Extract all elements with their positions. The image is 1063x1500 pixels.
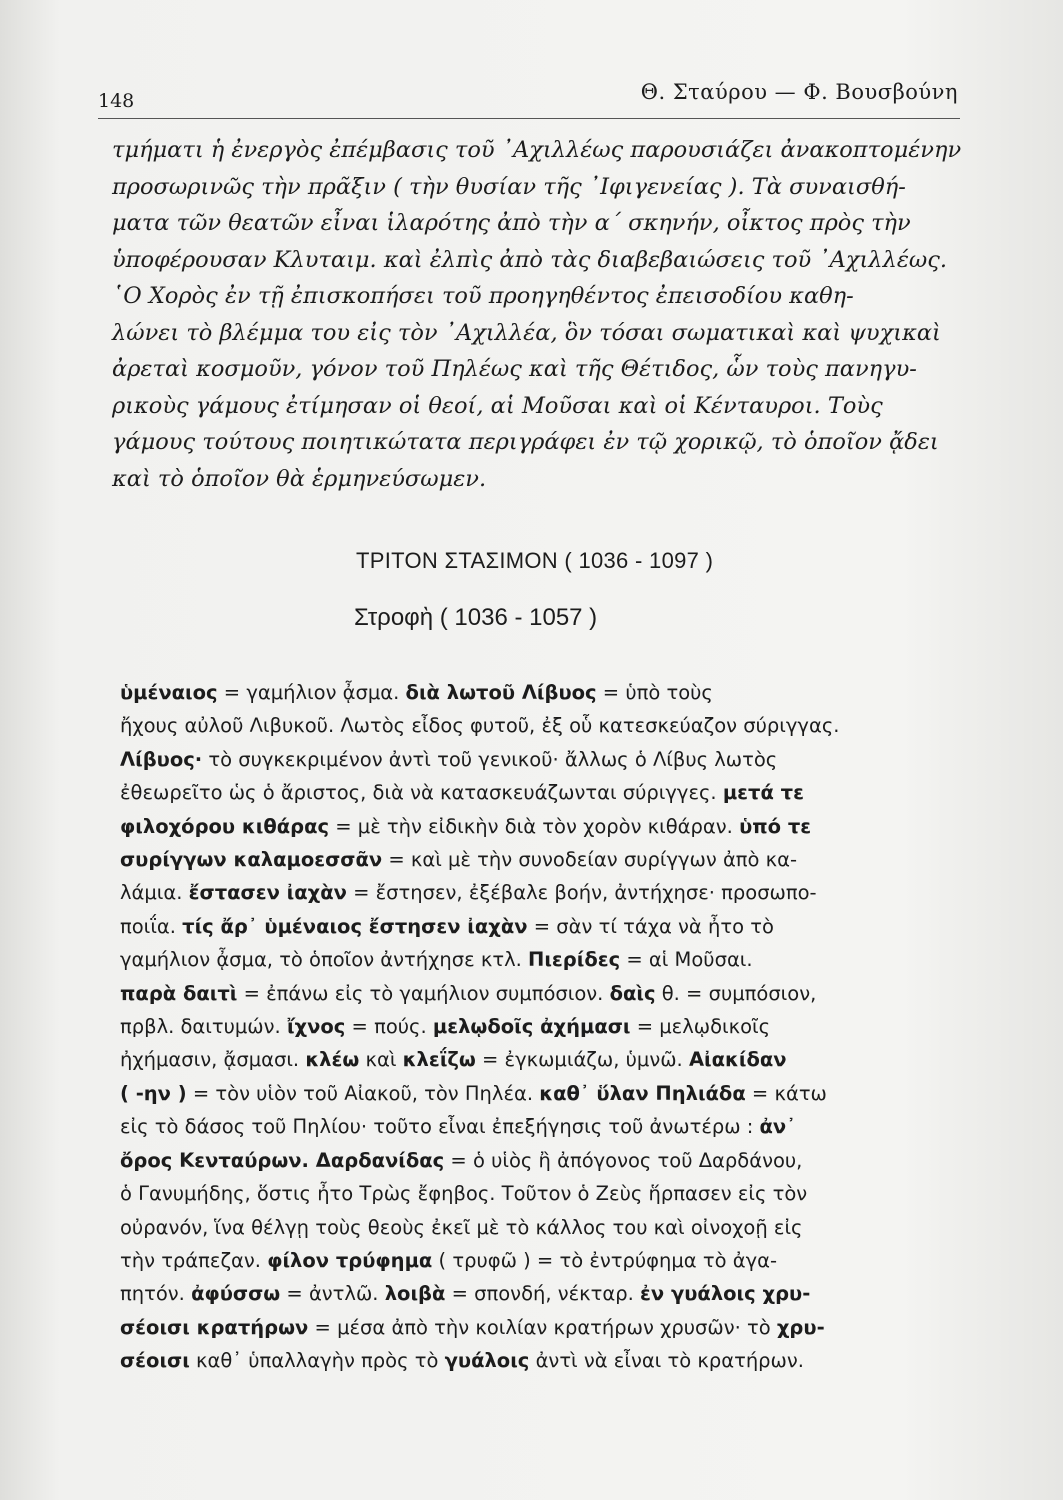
- commentary-line: [120, 1277, 966, 1310]
- gloss-text: = ὁ υἱὸς ἢ ἀπόγονος τοῦ Δαρδάνου,: [444, 1148, 803, 1172]
- intro-paragraph: [112, 132, 962, 497]
- lemma-term: γυάλοις: [444, 1349, 530, 1373]
- commentary-paragraph: [120, 676, 966, 1378]
- lemma-term: χρυ-: [776, 1315, 825, 1339]
- lemma-term: φίλον τρύφημα: [267, 1248, 433, 1272]
- gloss-text: = πούς.: [345, 1015, 433, 1039]
- gloss-text: εἰς τὸ δάσος τοῦ Πηλίου· τοῦτο εἶναι ἐπεξήγησις τοῦ ἀνωτέρω :: [120, 1115, 760, 1139]
- lemma-term: μελῳδοῖς ἀχήμασι: [432, 1015, 631, 1039]
- lemma-term: ἔστασεν ἰαχὰν: [188, 881, 347, 905]
- commentary-line: [120, 1043, 966, 1076]
- gloss-text: τὸ συγκεκριμένον ἀντὶ τοῦ γενικοῦ· ἄλλως ὁ Λίβυς λωτὸς: [202, 747, 778, 771]
- intro-line: ὑποφέρουσαν Κλυταιμ. καὶ ἐλπὶς ἀπὸ τὰς διαβεβαιώσεις τοῦ ᾿Αχιλλέως.: [112, 246, 948, 273]
- gloss-text: λάμια.: [120, 881, 189, 905]
- commentary-line: [120, 843, 966, 876]
- lemma-term: Αἰακίδαν: [688, 1048, 787, 1072]
- lemma-term: καθ᾿ ὕλαν Πηλιάδα: [539, 1081, 746, 1105]
- header-authors: Θ. Σταύρου — Φ. Βουσβούνη: [640, 80, 958, 104]
- gloss-text: = μέσα ἀπὸ τὴν κοιλίαν κρατήρων χρυσῶν· τὸ: [308, 1315, 777, 1339]
- lemma-term: κλέω: [305, 1048, 360, 1072]
- gloss-text: ἠχήμασιν, ᾄσμασι.: [120, 1048, 306, 1072]
- lemma-term: διὰ λωτοῦ Λίβυος: [405, 681, 597, 704]
- lemma-term: κλεΐζω: [402, 1048, 476, 1072]
- gloss-text: = καὶ μὲ τὴν συνοδείαν συρίγγων ἀπὸ κα-: [382, 848, 798, 872]
- lemma-term: συρίγγων καλαμοεσσᾶν: [120, 848, 383, 872]
- commentary-line: [120, 876, 966, 909]
- lemma-term: φιλοχόρου κιθάρας: [120, 814, 330, 838]
- section-title: ΤΡΙΤΟΝ ΣΤΑΣΙΜΟΝ ( 1036 - 1097 ): [356, 548, 714, 573]
- lemma-term: σέοισι κρατήρων: [120, 1315, 309, 1339]
- gloss-text: θ. = συμπόσιον,: [655, 981, 817, 1005]
- intro-line: καὶ τὸ ὁποῖον θὰ ἑρμηνεύσωμεν.: [112, 465, 487, 492]
- gloss-text: = ὑπὸ τοὺς: [596, 681, 713, 704]
- gloss-text: καθ᾿ ὑπαλλαγὴν πρὸς τὸ: [189, 1349, 445, 1373]
- lemma-term: σέοισι: [120, 1349, 190, 1373]
- lemma-term: ἀφύσσω: [191, 1282, 281, 1306]
- gloss-text: ὁ Γανυμήδης, ὅστις ἦτο Τρὼς ἔφηβος. Τοῦτον ὁ Ζεὺς ἥρπασεν εἰς τὸν: [120, 1182, 808, 1206]
- gloss-text: ἤχους αὐλοῦ Λιβυκοῦ. Λωτὸς εἶδος φυτοῦ, ἐξ οὗ κατεσκεύαζον σύριγγας.: [120, 714, 840, 738]
- gloss-text: πρβλ. δαιτυμών.: [120, 1015, 287, 1039]
- gloss-text: πητόν.: [120, 1282, 192, 1306]
- lemma-term: ὑμέναιος: [120, 681, 218, 704]
- gloss-text: = σπονδή, νέκταρ.: [445, 1282, 641, 1306]
- intro-line: ρικοὺς γάμους ἐτίμησαν οἱ θεοί, αἱ Μοῦσαι καὶ οἱ Κένταυροι. Τοὺς: [112, 392, 883, 419]
- gloss-text: = σὰν τί τάχα νὰ ἦτο τὸ: [527, 914, 774, 938]
- commentary-line: [120, 1211, 966, 1244]
- lemma-term: λοιβὰ: [384, 1282, 446, 1306]
- commentary-line: [120, 1077, 966, 1110]
- subsection-title: Στροφὴ ( 1036 - 1057 ): [354, 604, 598, 631]
- gloss-text: καὶ: [359, 1048, 403, 1072]
- intro-line: λώνει τὸ βλέμμα του εἰς τὸν ᾿Αχιλλέα, ὃν τόσαι σωματικαὶ καὶ ψυχικαὶ: [112, 319, 941, 346]
- lemma-term: ἐν γυάλοις χρυ-: [640, 1282, 811, 1306]
- gloss-text: = αἱ Μοῦσαι.: [620, 948, 753, 972]
- commentary-line: [120, 1344, 966, 1377]
- commentary-line: [120, 943, 966, 976]
- commentary-line: [120, 1311, 966, 1344]
- lemma-term: τίς ἄρ᾿ ὑμέναιος ἔστησεν ἰαχὰν: [182, 914, 528, 938]
- commentary-line: [120, 776, 966, 809]
- gloss-text: = μελῳδικοῖς: [630, 1015, 771, 1039]
- commentary-line: [120, 1144, 966, 1177]
- commentary-line: [120, 910, 966, 943]
- commentary-line: [120, 1244, 966, 1277]
- gloss-text: = ἔστησεν, ἐξέβαλε βοήν, ἀντήχησε· προσωπο-: [346, 881, 817, 905]
- gloss-text: = ἀντλῶ.: [280, 1282, 385, 1306]
- header-rule: [98, 118, 960, 119]
- gloss-text: γαμήλιον ᾆσμα, τὸ ὁποῖον ἀντήχησε κτλ.: [120, 948, 529, 972]
- gloss-text: = τὸν υἱὸν τοῦ Αἰακοῦ, τὸν Πηλέα.: [186, 1081, 540, 1105]
- commentary-line: [120, 810, 966, 843]
- intro-line: ματα τῶν θεατῶν εἶναι ἱλαρότης ἀπὸ τὴν α΄ σκηνήν, οἶκτος πρὸς τὴν: [112, 210, 911, 236]
- running-head: [98, 60, 958, 116]
- gloss-text: = ἐπάνω εἰς τὸ γαμήλιον συμπόσιον.: [237, 981, 610, 1005]
- lemma-term: ἀν᾿: [759, 1115, 796, 1139]
- intro-line: τμήματι ἡ ἐνεργὸς ἐπέμβασις τοῦ ᾿Αχιλλέως παρουσιάζει ἀνακοπτομένην: [112, 137, 962, 163]
- commentary-line: [120, 1010, 966, 1043]
- intro-line: ῾Ο Χορὸς ἐν τῇ ἐπισκοπήσει τοῦ προηγηθέντος ἐπεισοδίου καθη-: [112, 283, 854, 309]
- lemma-term: παρὰ δαιτὶ: [120, 981, 238, 1005]
- commentary-line: [120, 1110, 966, 1143]
- intro-line: γάμους τούτους ποιητικώτατα περιγράφει ἐν τῷ χορικῷ, τὸ ὁποῖον ᾄδει: [112, 429, 939, 455]
- gloss-text: ποιΐα.: [120, 914, 183, 938]
- commentary-line: [120, 1177, 966, 1210]
- lemma-term: Πιερίδες: [528, 948, 621, 972]
- intro-line: προσωρινῶς τὴν πρᾶξιν ( τὴν θυσίαν τῆς ᾿Ιφιγενείας ). Τὰ συναισθή-: [112, 173, 906, 200]
- lemma-term: ὄρος Κενταύρων. Δαρδανίδας: [120, 1148, 445, 1172]
- gloss-text: = γαμήλιον ᾆσμα.: [217, 681, 406, 704]
- lemma-term: μετά τε: [722, 781, 804, 805]
- gloss-text: ἐθεωρεῖτο ὡς ὁ ἄριστος, διὰ νὰ κατασκευάζωνται σύριγγες.: [120, 781, 723, 805]
- commentary-line: [120, 676, 966, 709]
- commentary-line: [120, 977, 966, 1010]
- intro-line: ἀρεταὶ κοσμοῦν, γόνον τοῦ Πηλέως καὶ τῆς Θέτιδος, ὧν τοὺς πανηγυ-: [112, 356, 917, 382]
- commentary-line: [120, 709, 966, 742]
- gloss-text: ( τρυφῶ ) = τὸ ἐντρύφημα τὸ ἀγα-: [432, 1248, 778, 1272]
- gloss-text: = κάτω: [745, 1081, 827, 1105]
- gloss-text: ἀντὶ νὰ εἶναι τὸ κρατήρων.: [529, 1349, 804, 1373]
- commentary-line: [120, 743, 966, 776]
- page-number: 148: [98, 90, 135, 112]
- gloss-text: = μὲ τὴν εἰδικὴν διὰ τὸν χορὸν κιθάραν.: [329, 814, 740, 838]
- gloss-text: οὐρανόν, ἵνα θέλγῃ τοὺς θεοὺς ἐκεῖ μὲ τὸ κάλλος του καὶ οἰνοχοῇ εἰς: [120, 1215, 803, 1239]
- lemma-term: ( -ην ): [120, 1081, 187, 1105]
- lemma-term: Λίβυος·: [120, 747, 203, 771]
- gloss-text: = ἐγκωμιάζω, ὑμνῶ.: [475, 1048, 689, 1072]
- gloss-text: τὴν τράπεζαν.: [120, 1248, 268, 1272]
- lemma-term: ἴχνος: [286, 1015, 346, 1039]
- lemma-term: ὑπό τε: [739, 814, 812, 838]
- lemma-term: δαὶς: [609, 981, 656, 1005]
